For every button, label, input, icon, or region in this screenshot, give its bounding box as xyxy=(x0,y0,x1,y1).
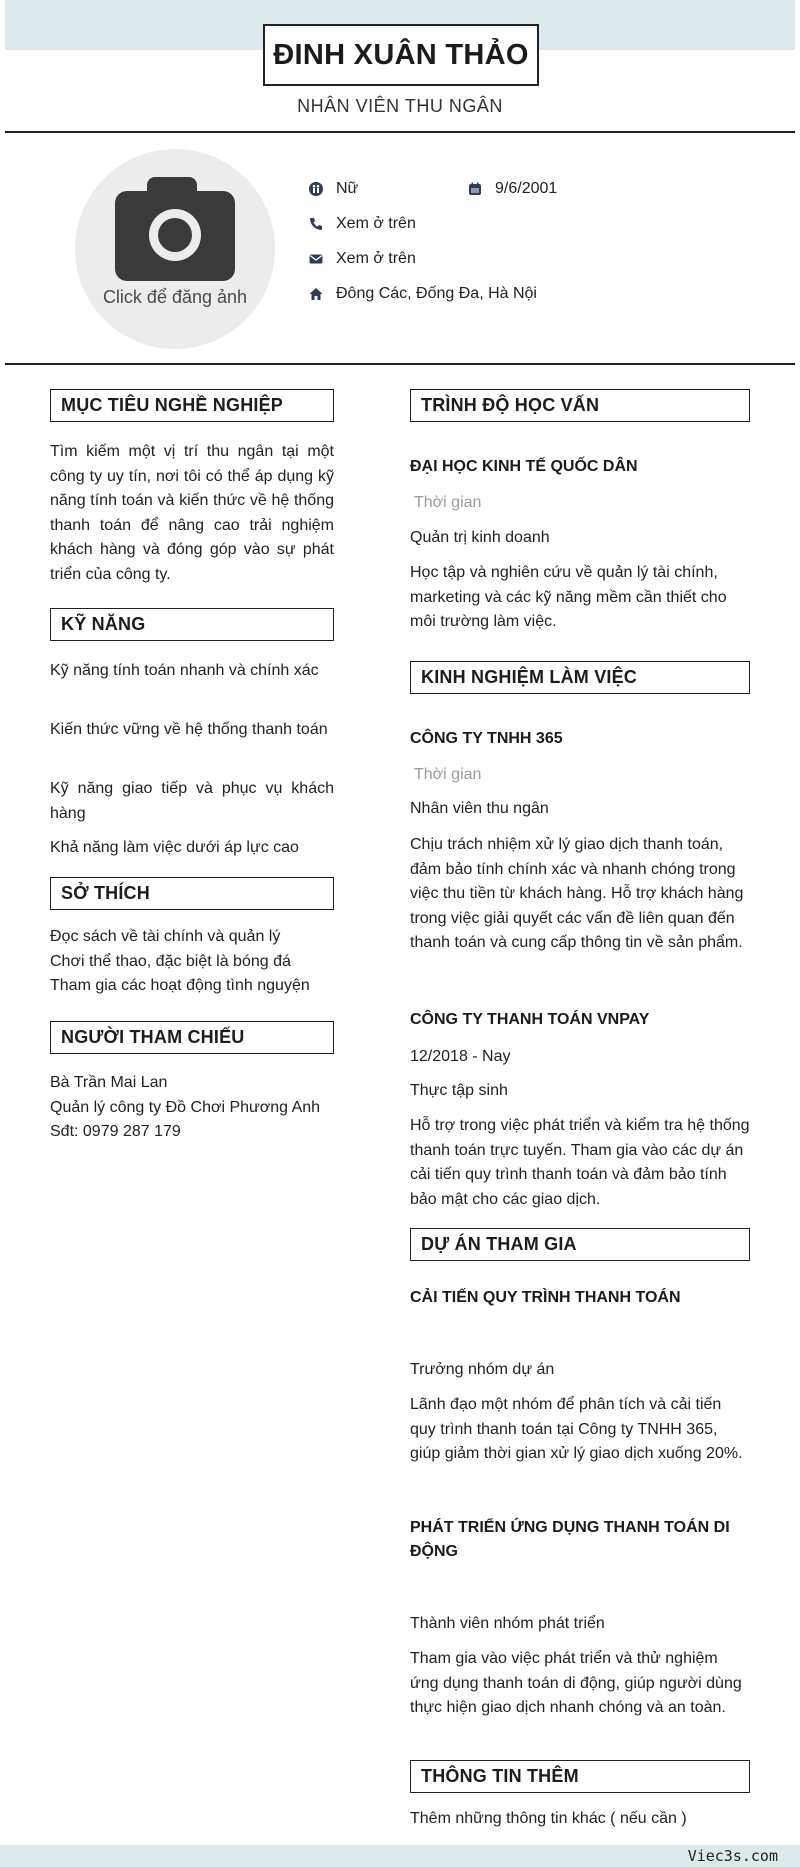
project-desc[interactable]: Tham gia vào việc phát triển và thử nghiệm ứng dụng thanh toán di động, giúp người dùng thực hiện giao dịch nhanh chóng và an toàn. xyxy=(410,1650,742,1716)
job-desc[interactable]: Chịu trách nhiệm xử lý giao dịch thanh toán, đảm bảo tính chính xác và nhanh chóng trong việc thu tiền từ khách hàng. Hỗ trợ khách hàng trong việc giải quyết các vấn đề liên quan đến thanh toán và cung cấp thông tin về sản phẩm. xyxy=(410,836,744,951)
reference-heading[interactable]: NGƯỜI THAM CHIẾU xyxy=(50,1021,334,1054)
calendar-icon xyxy=(467,181,483,197)
job-role[interactable]: Nhân viên thu ngân xyxy=(410,800,549,817)
extra-text[interactable]: Thêm những thông tin khác ( nếu cần ) xyxy=(410,1810,687,1827)
objective-heading[interactable]: MỤC TIÊU NGHỀ NGHIỆP xyxy=(50,389,334,422)
experience-heading[interactable]: KINH NGHIỆM LÀM VIỆC xyxy=(410,661,750,694)
camera-icon xyxy=(115,177,235,281)
gender-row xyxy=(308,180,358,198)
home-icon xyxy=(308,286,324,302)
phone-icon xyxy=(308,216,324,232)
hobby-item[interactable]: Chơi thể thao, đặc biệt là bóng đá xyxy=(50,953,291,970)
reference-phone[interactable]: Sđt: 0979 287 179 xyxy=(50,1123,181,1140)
extra-heading[interactable]: THÔNG TIN THÊM xyxy=(410,1760,750,1793)
job-time[interactable]: Thời gian xyxy=(414,766,482,783)
job-role[interactable]: Thực tập sinh xyxy=(410,1082,508,1099)
phone-value[interactable]: Xem ở trên xyxy=(336,215,416,232)
photo-upload[interactable] xyxy=(75,149,275,349)
email-value[interactable]: Xem ở trên xyxy=(336,250,416,267)
dob-row xyxy=(467,180,557,198)
skill-item[interactable]: Kiến thức vững về hệ thống thanh toán xyxy=(50,721,328,738)
reference-name[interactable]: Bà Trần Mai Lan xyxy=(50,1074,168,1091)
phone-row xyxy=(308,215,416,233)
education-heading[interactable]: TRÌNH ĐỘ HỌC VẤN xyxy=(410,389,750,422)
objective-text[interactable]: Tìm kiếm một vị trí thu ngân tại một công ty uy tín, nơi tôi có thể áp dụng kỹ năng tính toán và kiến thức về hệ thống thanh toán để nâng cao trải nghiệm khách hàng và đóng góp vào sự phát triển của công ty. xyxy=(50,443,334,583)
company-name[interactable]: CÔNG TY THANH TOÁN VNPAY xyxy=(410,1011,650,1028)
reference-position[interactable]: Quản lý công ty Đồ Chơi Phương Anh xyxy=(50,1099,321,1116)
gender-icon xyxy=(308,181,324,197)
watermark: Viec3s.com xyxy=(687,1847,778,1865)
projects-heading[interactable]: DỰ ÁN THAM GIA xyxy=(410,1228,750,1261)
skill-item[interactable]: Kỹ năng giao tiếp và phục vụ khách hàng xyxy=(50,780,334,822)
gender-value[interactable]: Nữ xyxy=(336,180,359,197)
education-time[interactable]: Thời gian xyxy=(414,494,482,511)
photo-label: Click để đăng ảnh xyxy=(102,287,248,307)
skills-heading[interactable]: KỸ NĂNG xyxy=(50,608,334,641)
hobby-item[interactable]: Đọc sách về tài chính và quản lý xyxy=(50,928,281,945)
hobby-item[interactable]: Tham gia các hoạt động tình nguyện xyxy=(50,977,310,994)
education-desc[interactable]: Học tập và nghiên cứu về quản lý tài chính, marketing và các kỹ năng mềm cần thiết cho môi trường làm việc. xyxy=(410,564,727,630)
dob-value[interactable]: 9/6/2001 xyxy=(495,180,558,197)
company-name[interactable]: CÔNG TY TNHH 365 xyxy=(410,730,563,747)
project-name[interactable]: PHÁT TRIỂN ỨNG DỤNG THANH TOÁN DI ĐỘNG xyxy=(410,1519,730,1560)
school-name[interactable]: ĐẠI HỌC KINH TẾ QUỐC DÂN xyxy=(410,458,638,475)
email-row xyxy=(308,250,416,268)
job-desc[interactable]: Hỗ trợ trong việc phát triển và kiểm tra hệ thống thanh toán trực tuyến. Tham gia vào các dự án cải tiến quy trình thanh toán và đảm bảo tính bảo mật cho các giao dịch. xyxy=(410,1117,750,1208)
divider xyxy=(5,131,795,133)
address-value[interactable]: Đông Các, Đống Đa, Hà Nội xyxy=(336,285,537,302)
project-role[interactable]: Thành viên nhóm phát triển xyxy=(410,1615,605,1632)
education-major[interactable]: Quản trị kinh doanh xyxy=(410,529,550,546)
candidate-name[interactable]: ĐINH XUÂN THẢO xyxy=(263,24,539,86)
project-name[interactable]: CẢI TIẾN QUY TRÌNH THANH TOÁN xyxy=(410,1289,681,1306)
bottom-band xyxy=(0,1845,800,1867)
skill-item[interactable]: Khả năng làm việc dưới áp lực cao xyxy=(50,839,299,856)
divider xyxy=(5,363,795,365)
project-desc[interactable]: Lãnh đạo một nhóm để phân tích và cải tiến quy trình thanh toán tại Công ty TNHH 365, giúp giảm thời gian xử lý giao dịch xuống 20%. xyxy=(410,1396,743,1462)
job-time[interactable]: 12/2018 - Nay xyxy=(410,1048,511,1065)
project-role[interactable]: Trưởng nhóm dự án xyxy=(410,1361,555,1378)
job-title[interactable]: NHÂN VIÊN THU NGÂN xyxy=(297,96,503,116)
address-row xyxy=(308,285,537,303)
skill-item[interactable]: Kỹ năng tính toán nhanh và chính xác xyxy=(50,662,319,679)
hobbies-heading[interactable]: SỞ THÍCH xyxy=(50,877,334,910)
email-icon xyxy=(308,251,324,267)
